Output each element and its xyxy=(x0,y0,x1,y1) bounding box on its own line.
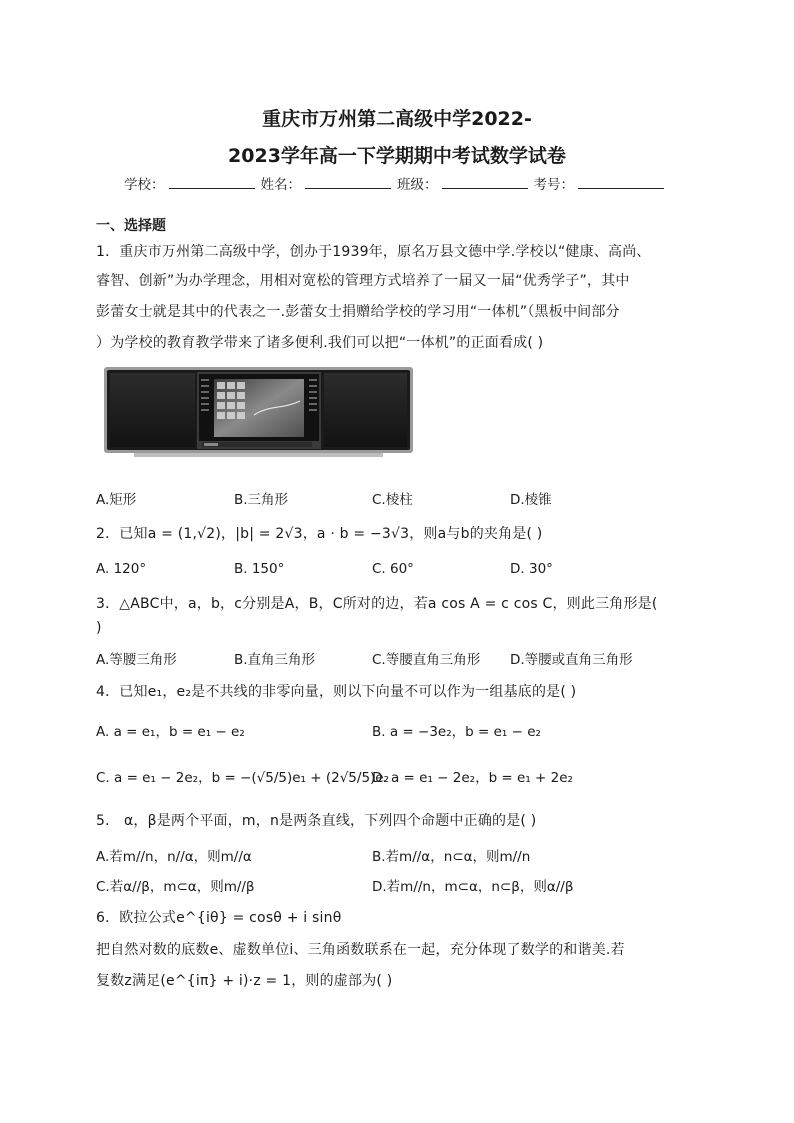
q2-option-a[interactable]: A. 120° xyxy=(96,561,147,577)
q4-text: 4．已知e₁，e₂是不共线的非零向量，则以下向量不可以作为一组基底的是( ) xyxy=(96,684,577,700)
q1-option-b[interactable]: B.三角形 xyxy=(234,492,289,508)
q4-option-c[interactable]: C. a = e₁ − 2e₂，b = −(√5/5)e₁ + (2√5/5)e₂ xyxy=(96,770,390,786)
q2-option-d[interactable]: D. 30° xyxy=(510,561,553,577)
q1-line: ）为学校的教育教学带来了诸多便利.我们可以把“一体机”的正面看成( ) xyxy=(96,335,544,351)
student-info-row xyxy=(0,173,794,193)
smart-blackboard-image xyxy=(104,367,413,457)
class-blank[interactable] xyxy=(442,176,528,189)
section-heading: 一、选择题 xyxy=(96,218,166,234)
q3-option-a[interactable]: A.等腰三角形 xyxy=(96,652,177,668)
q3-text: 3．△ABC中，a，b，c分别是A，B，C所对的边，若a cos A = c cos C，则此三角形是( xyxy=(96,596,658,612)
q2-option-b[interactable]: B. 150° xyxy=(234,561,285,577)
q3-option-b[interactable]: B.直角三角形 xyxy=(234,652,316,668)
exam-no-label: 考号： xyxy=(533,177,574,193)
exam-title-line1: 重庆市万州第二高级中学2022- xyxy=(262,108,532,130)
q4-option-a[interactable]: A. a = e₁，b = e₁ − e₂ xyxy=(96,724,245,740)
q1-option-c[interactable]: C.棱柱 xyxy=(372,492,413,508)
q5-option-b[interactable]: B.若m//α，n⊂α，则m//n xyxy=(372,849,531,865)
q5-text: 5． α，β是两个平面，m，n是两条直线，下列四个命题中正确的是( ) xyxy=(96,813,537,829)
q1-line: 睿智、创新”为办学理念，用相对宽松的管理方式培养了一届又一届“优秀学子”，其中 xyxy=(96,273,630,289)
school-blank[interactable] xyxy=(169,176,255,189)
q5-option-c[interactable]: C.若α//β，m⊂α，则m//β xyxy=(96,879,255,895)
q2-option-c[interactable]: C. 60° xyxy=(372,561,414,577)
q6-text: 6．欧拉公式e^{iθ} = cosθ + i sinθ xyxy=(96,910,342,926)
q1-option-d[interactable]: D.棱锥 xyxy=(510,492,552,508)
q4-option-b[interactable]: B. a = −3e₂，b = e₁ − e₂ xyxy=(372,724,541,740)
q5-option-a[interactable]: A.若m//n，n//α，则m//α xyxy=(96,849,252,865)
q1-line: 1．重庆市万州第二高级中学，创办于1939年，原名万县文德中学.学校以“健康、高尚、 xyxy=(96,244,651,260)
exam-no-blank[interactable] xyxy=(578,176,664,189)
q3-option-d[interactable]: D.等腰或直角三角形 xyxy=(510,652,633,668)
q1-option-a[interactable]: A.矩形 xyxy=(96,492,137,508)
name-blank[interactable] xyxy=(305,176,391,189)
q3-text-cont: ) xyxy=(96,620,102,636)
q3-option-c[interactable]: C.等腰直角三角形 xyxy=(372,652,481,668)
q6-text-cont: 复数z满足(e^{iπ} + i)·z = 1，则的虚部为( ) xyxy=(96,973,393,989)
q1-line: 彭蕾女士就是其中的代表之一.彭蕾女士捐赠给学校的学习用“一体机”（黑板中间部分 xyxy=(96,304,620,320)
q2-text: 2．已知a = (1,√2)，|b| = 2√3，a · b = −3√3，则a与b的夹角是( ) xyxy=(96,526,543,542)
q5-option-d[interactable]: D.若m//n，m⊂α，n⊂β，则α//β xyxy=(372,879,574,895)
q6-text-cont: 把自然对数的底数e、虚数单位i、三角函数联系在一起，充分体现了数学的和谐美.若 xyxy=(96,942,625,958)
exam-title-line2: 2023学年高一下学期期中考试数学试卷 xyxy=(228,145,566,167)
school-label: 学校： xyxy=(124,177,165,193)
q4-option-d[interactable]: D. a = e₁ − 2e₂，b = e₁ + 2e₂ xyxy=(372,770,573,786)
class-label: 班级： xyxy=(397,177,438,193)
name-label: 姓名： xyxy=(260,177,301,193)
